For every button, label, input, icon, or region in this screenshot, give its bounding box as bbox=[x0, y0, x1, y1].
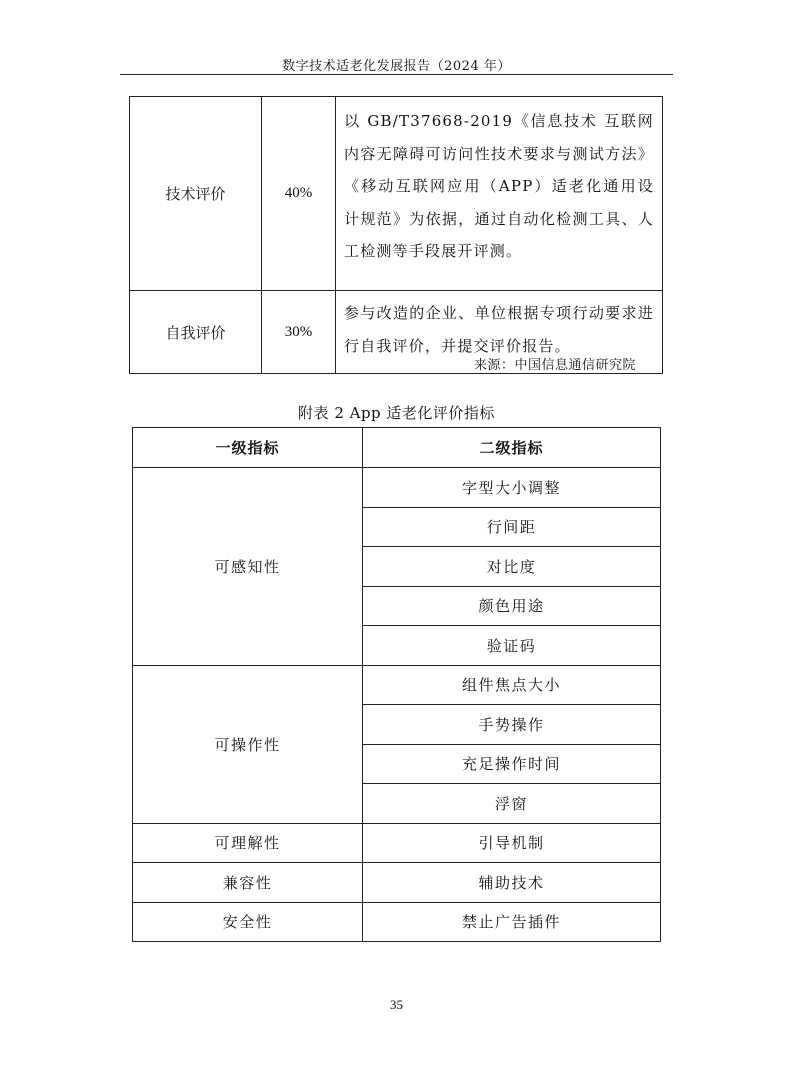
page-header-title: 数字技术适老化发展报告（2024 年） bbox=[282, 59, 511, 74]
table-row bbox=[133, 863, 661, 903]
weight-cell: 40% bbox=[262, 97, 336, 291]
level2-cell: 组件焦点大小 bbox=[363, 665, 661, 705]
table-row bbox=[130, 97, 663, 291]
weight-cell: 30% bbox=[262, 291, 336, 374]
method-cell: 自我评价 bbox=[130, 291, 262, 374]
evaluation-method-table bbox=[129, 96, 663, 374]
method-cell: 技术评价 bbox=[130, 97, 262, 291]
table-row bbox=[133, 823, 661, 863]
level1-cell: 可操作性 bbox=[133, 665, 363, 823]
table-row bbox=[133, 902, 661, 942]
level1-cell: 可感知性 bbox=[133, 468, 363, 666]
level2-cell: 辅助技术 bbox=[363, 863, 661, 903]
level2-cell: 充足操作时间 bbox=[363, 744, 661, 784]
level2-cell: 对比度 bbox=[363, 547, 661, 587]
level1-cell: 兼容性 bbox=[133, 863, 363, 903]
level2-cell: 行间距 bbox=[363, 507, 661, 547]
page-number: 35 bbox=[390, 997, 403, 1012]
column-header-level2: 二级指标 bbox=[363, 428, 661, 468]
header-divider bbox=[120, 74, 673, 75]
level1-cell: 可理解性 bbox=[133, 823, 363, 863]
table-row bbox=[133, 665, 661, 705]
level2-cell: 颜色用途 bbox=[363, 586, 661, 626]
level1-cell: 安全性 bbox=[133, 902, 363, 942]
level2-cell: 验证码 bbox=[363, 626, 661, 666]
description-cell: 参与改造的企业、单位根据专项行动要求进行自我评价，并提交评价报告。 bbox=[336, 291, 663, 374]
level2-cell: 引导机制 bbox=[363, 823, 661, 863]
level2-cell: 浮窗 bbox=[363, 784, 661, 824]
column-header-level1: 一级指标 bbox=[133, 428, 363, 468]
level2-cell: 禁止广告插件 bbox=[363, 902, 661, 942]
description-cell: 以 GB/T37668-2019《信息技术 互联网内容无障碍可访问性技术要求与测试方法》《移动互联网应用（APP）适老化通用设计规范》为依据，通过自动化检测工具、人工检测等手段展开评测。 bbox=[336, 97, 663, 291]
level2-cell: 字型大小调整 bbox=[363, 468, 661, 508]
table-row bbox=[133, 468, 661, 508]
header-row bbox=[133, 428, 661, 468]
app-aging-index-table bbox=[132, 427, 661, 942]
table-caption: 附表 2 App 适老化评价指标 bbox=[298, 404, 495, 422]
table-source-note: 来源：中国信息通信研究院 bbox=[473, 358, 636, 373]
level2-cell: 手势操作 bbox=[363, 705, 661, 745]
